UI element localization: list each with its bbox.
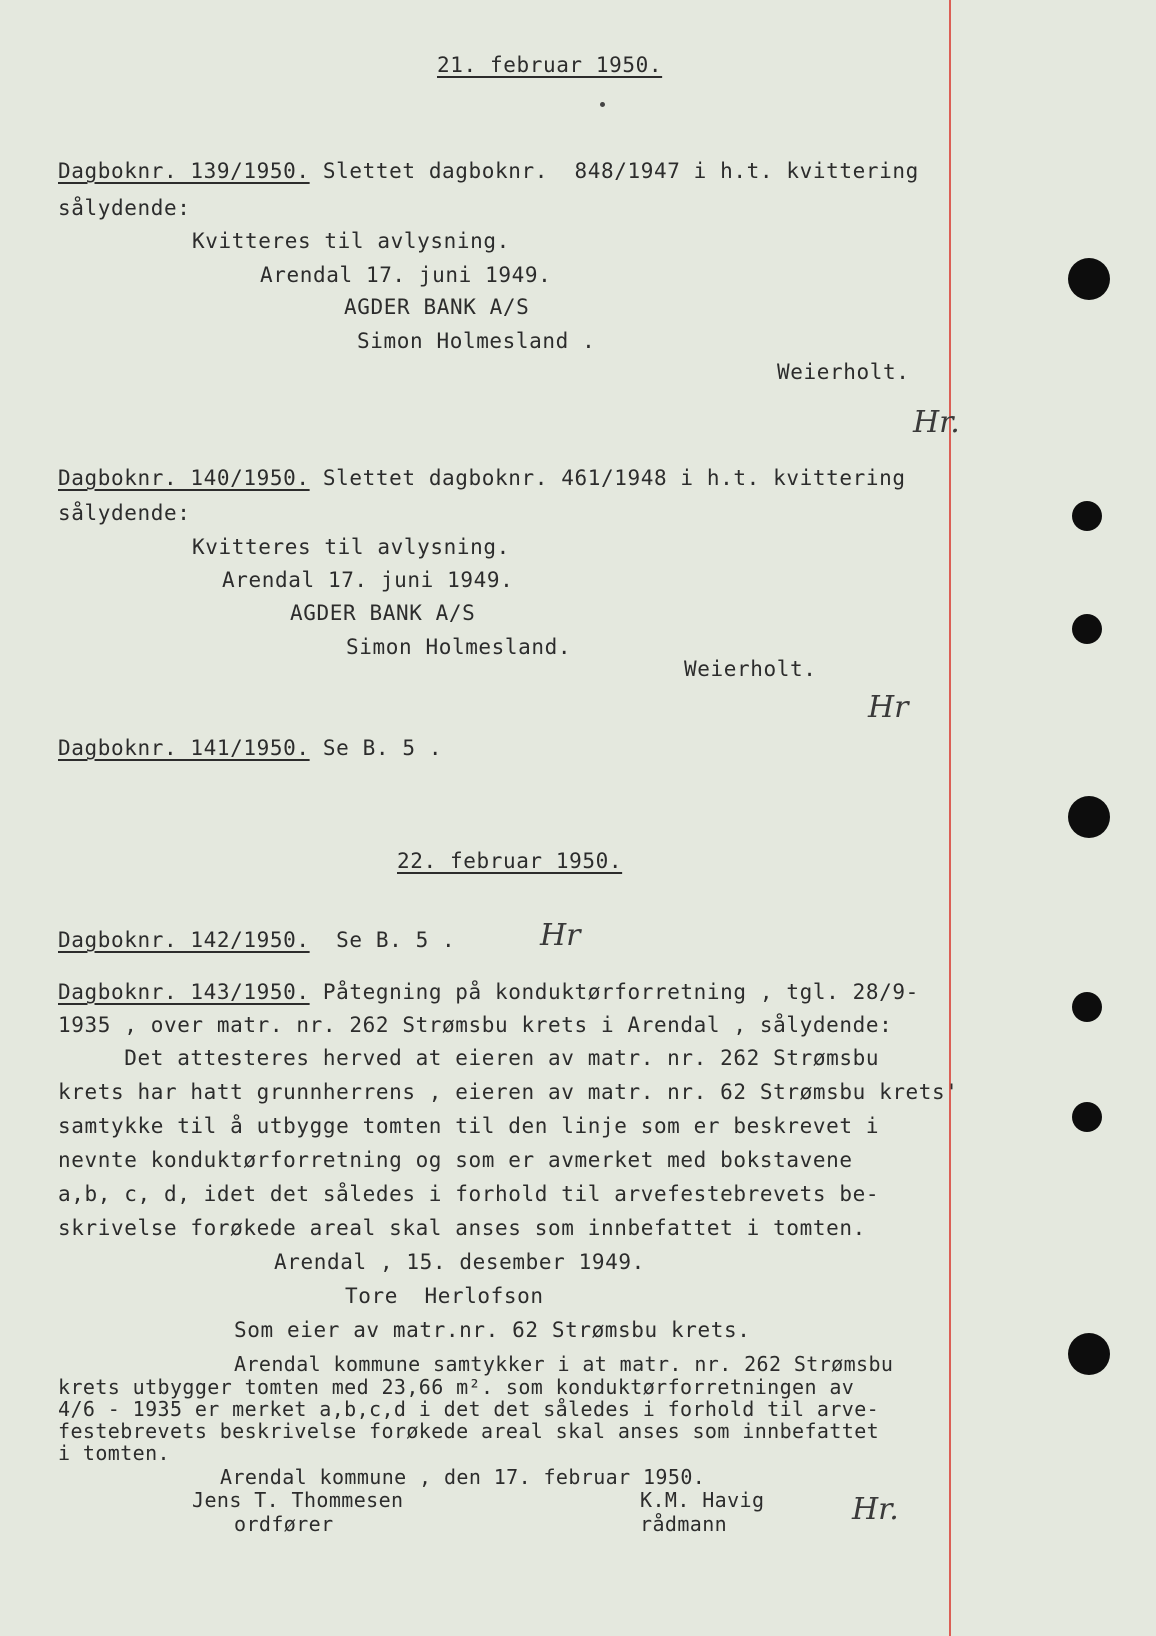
punch-hole-3 (1072, 614, 1102, 644)
entry-140-quote-1: Kvitteres til avlysning. (192, 535, 510, 559)
punch-hole-5 (1072, 992, 1102, 1022)
punch-hole-1 (1068, 258, 1110, 300)
entry-140-quote-4: Simon Holmesland. (346, 635, 572, 659)
entry-143-body-7: skrivelse forøkede areal skal anses som innbefattet i tomten. (58, 1216, 866, 1240)
entry-139-line-2: sålydende: (58, 196, 191, 220)
entry-143-text: Påtegning på konduktørforretning , tgl. 28/9- (309, 980, 919, 1004)
date-heading-1: 21. februar 1950. (437, 53, 663, 77)
entry-139-line-1 (58, 158, 919, 184)
entry-139-quote-4: Simon Holmesland . (357, 329, 596, 353)
entry-143-body-4: samtykke til å utbygge tomten til den linje som er beskrevet i (58, 1114, 880, 1138)
entry-143-consent-3: 4/6 - 1935 er merket a,b,c,d i det det således i forhold til arve- (58, 1397, 880, 1421)
entry-143-line-1 (58, 979, 919, 1005)
entry-140-quote-2: Arendal 17. juni 1949. (222, 568, 514, 592)
entry-143-body-2: Det attesteres herved at eieren av matr. nr. 262 Strømsbu (58, 1046, 880, 1070)
entry-139-text: Slettet dagboknr. 848/1947 i h.t. kvittering (309, 159, 919, 183)
entry-142-initials: Hr (540, 918, 581, 953)
entry-143-place-date: Arendal , 15. desember 1949. (274, 1250, 645, 1274)
entry-140-signer: Weierholt. (684, 657, 817, 681)
entry-143-consent-4: festebrevets beskrivelse forøkede areal skal anses som innbefattet (58, 1419, 880, 1443)
entry-139-signer: Weierholt. (777, 360, 910, 384)
entry-143-signer-1-title: ordfører (234, 1512, 334, 1536)
entry-139-ref: Dagboknr. 139/1950. (58, 159, 310, 183)
entry-143-consent-place-date: Arendal kommune , den 17. februar 1950. (220, 1465, 706, 1489)
entry-140-initials: Hr (868, 690, 909, 725)
punch-hole-4 (1068, 796, 1110, 838)
entry-140-line-2: sålydende: (58, 501, 191, 525)
entry-143-body-1: 1935 , over matr. nr. 262 Strømsbu krets i Arendal , sålydende: (58, 1013, 893, 1037)
ink-dot (600, 102, 605, 107)
punch-hole-2 (1072, 501, 1102, 531)
entry-143-body-5: nevnte konduktørforretning og som er avmerket med bokstavene (58, 1148, 853, 1172)
punch-hole-7 (1068, 1333, 1110, 1375)
entry-140-text: Slettet dagboknr. 461/1948 i h.t. kvittering (309, 466, 906, 490)
entry-141-text: Se B. 5 . (309, 736, 443, 760)
entry-143-consent-5: i tomten. (58, 1441, 170, 1465)
entry-139-quote-1: Kvitteres til avlysning. (192, 229, 510, 253)
entry-143-signature: Tore Herlofson (345, 1284, 544, 1308)
entry-143-body-6: a,b, c, d, idet det således i forhold til arvefestebrevets be- (58, 1182, 880, 1206)
entry-143-ref: Dagboknr. 143/1950. (58, 980, 310, 1004)
entry-140-line-1 (58, 465, 906, 491)
entry-140-quote-3: AGDER BANK A/S (290, 601, 476, 625)
entry-139-quote-3: AGDER BANK A/S (344, 295, 530, 319)
entry-143-signer-2-title: rådmann (640, 1512, 728, 1536)
entry-142-ref: Dagboknr. 142/1950. (58, 928, 310, 952)
entry-143-signer-1-name: Jens T. Thommesen (192, 1488, 404, 1512)
red-margin-line (949, 0, 951, 1636)
entry-143-consent-2: krets utbygger tomten med 23,66 m². som konduktørforretningen av (58, 1375, 855, 1399)
punch-hole-6 (1072, 1102, 1102, 1132)
entry-141-line (58, 735, 442, 761)
entry-143-initials: Hr. (852, 1492, 899, 1527)
entry-143-signature-role: Som eier av matr.nr. 62 Strømsbu krets. (234, 1318, 751, 1342)
date-heading-2: 22. februar 1950. (397, 849, 623, 873)
entry-142-line (58, 927, 455, 953)
entry-143-signer-2-name: K.M. Havig (640, 1488, 765, 1512)
entry-141-ref: Dagboknr. 141/1950. (58, 736, 310, 760)
entry-139-quote-2: Arendal 17. juni 1949. (260, 263, 552, 287)
entry-143-body-3: krets har hatt grunnherrens , eieren av matr. nr. 62 Strømsbu krets' (58, 1080, 959, 1104)
entry-139-initials: Hr. (913, 405, 960, 440)
entry-142-text: Se B. 5 . (309, 928, 456, 952)
entry-140-ref: Dagboknr. 140/1950. (58, 466, 310, 490)
entry-143-consent-1: Arendal kommune samtykker i at matr. nr. 262 Strømsbu (234, 1352, 894, 1376)
